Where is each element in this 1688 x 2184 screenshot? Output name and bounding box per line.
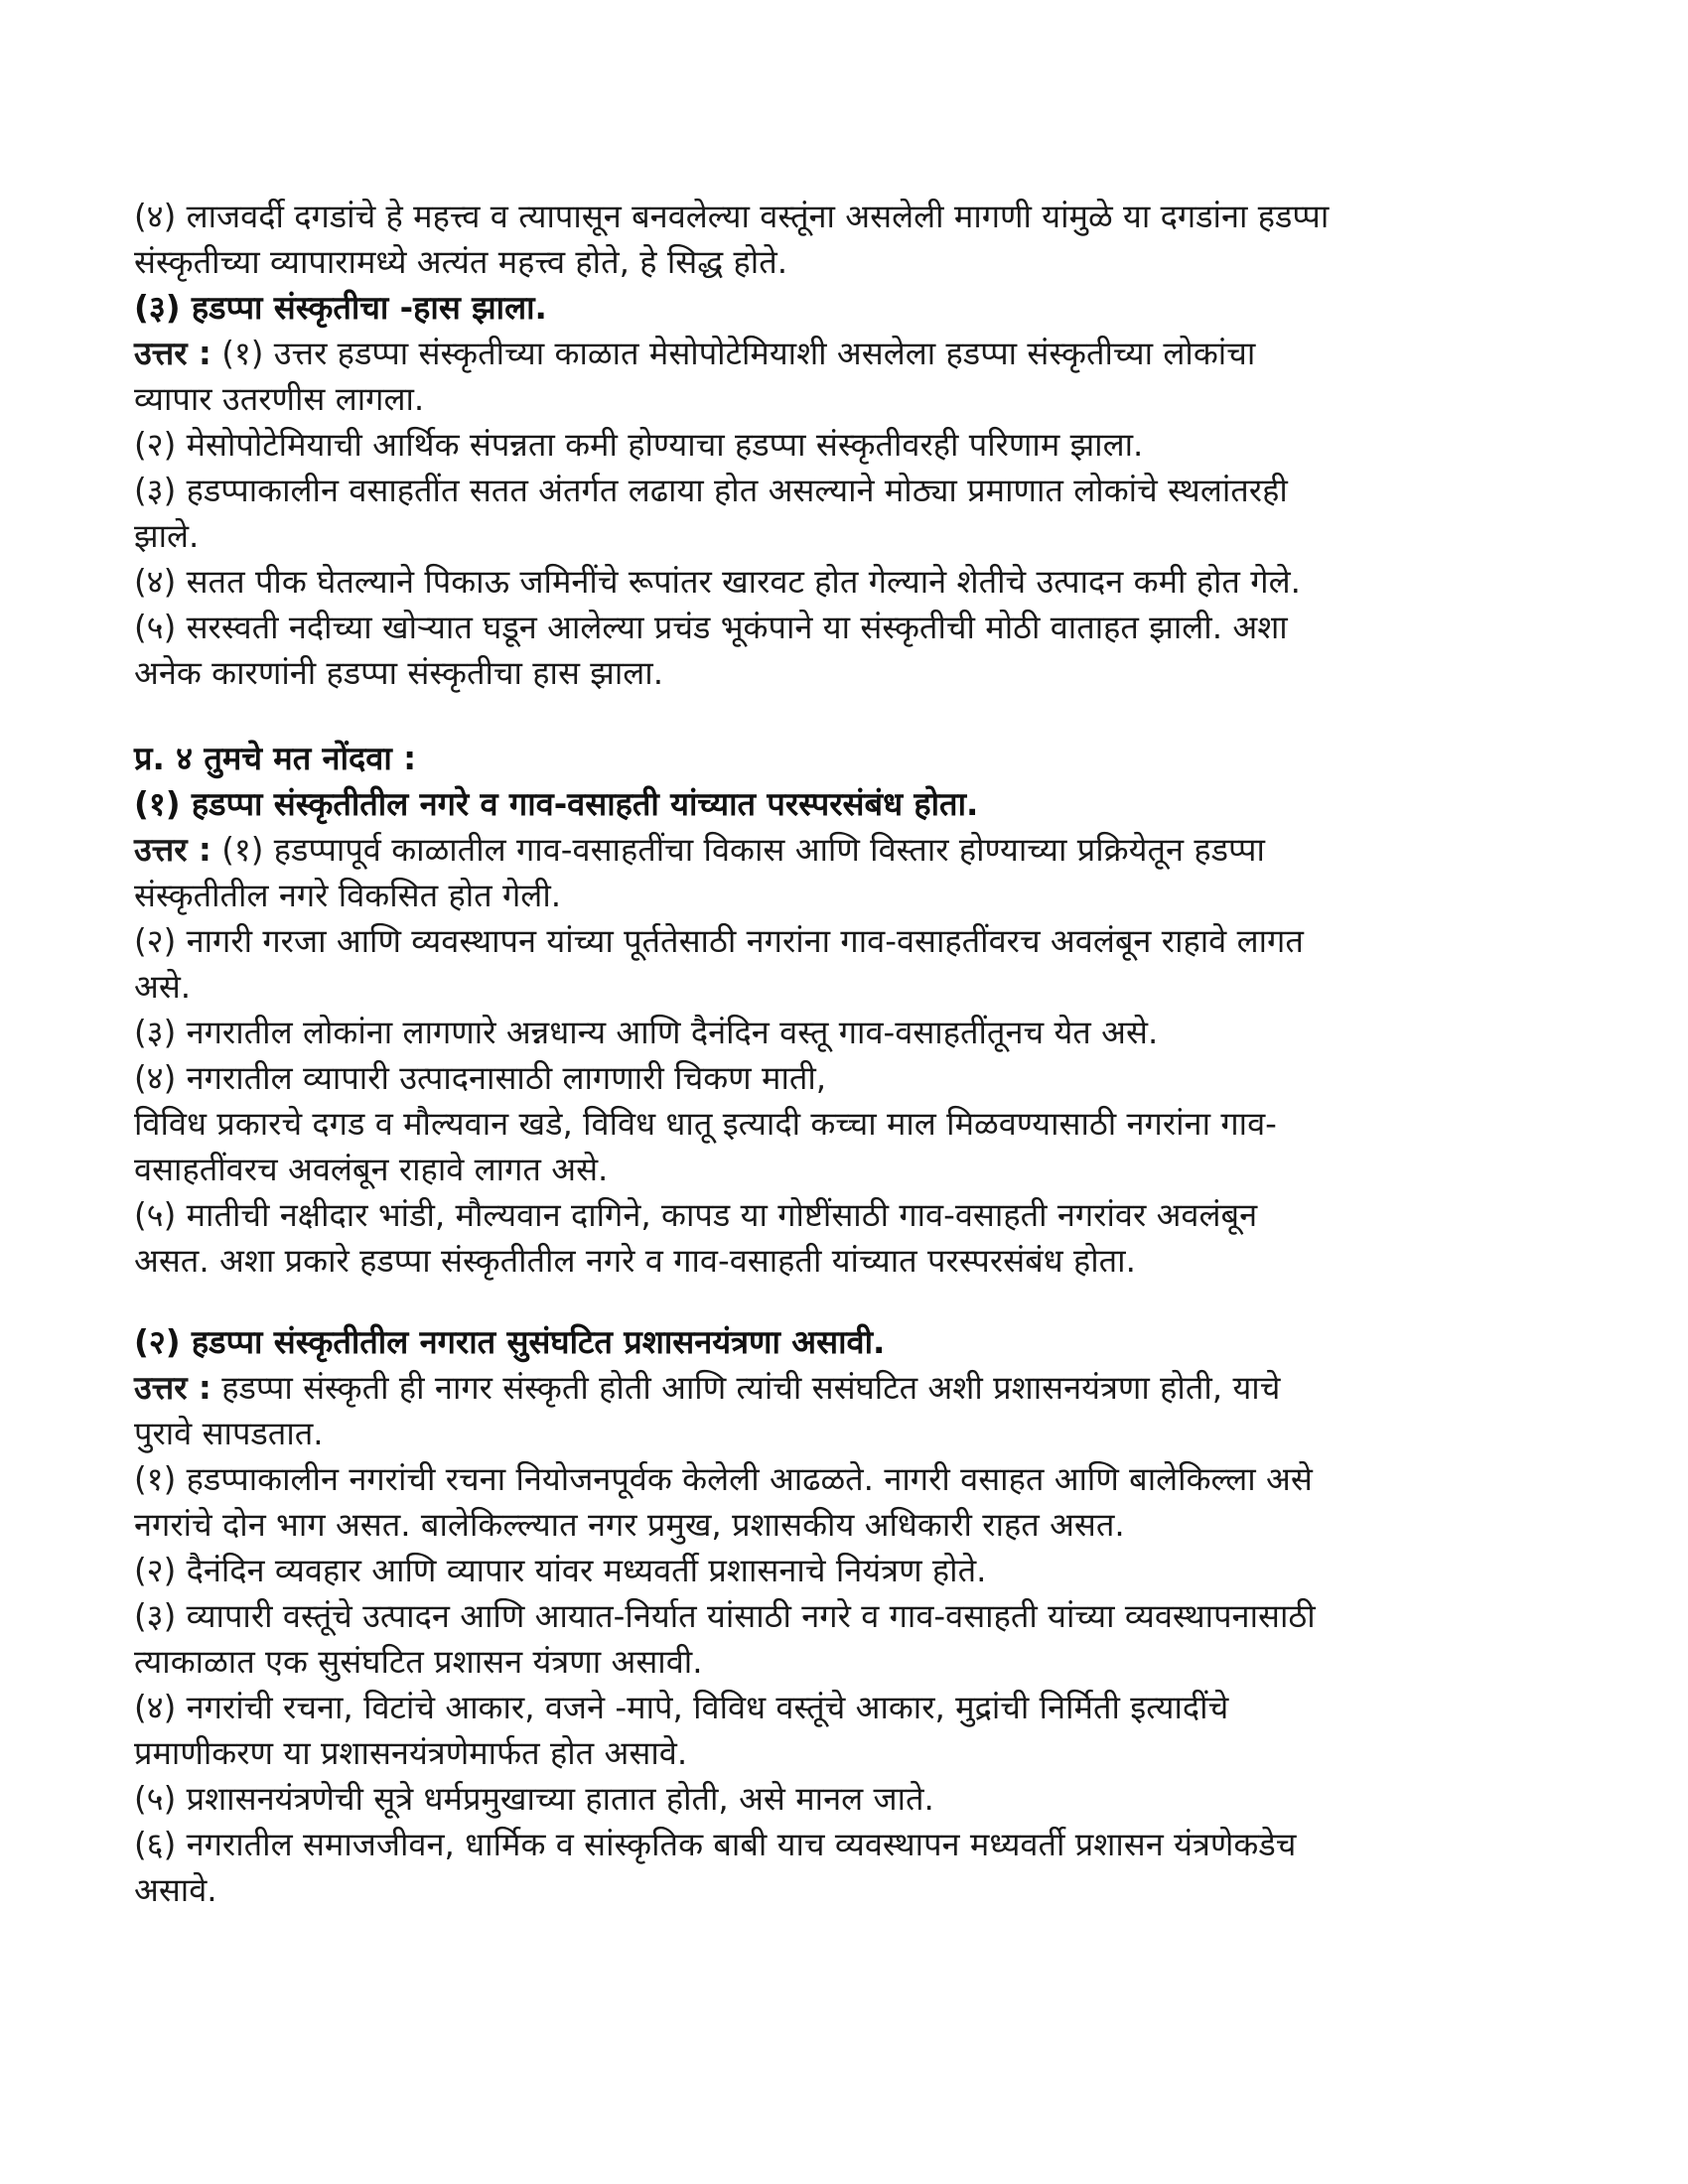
previous-section-tail <box>134 194 1564 285</box>
paragraph-line: (६) नगरातील समाजजीवन, धार्मिक व सांस्कृतिक बाबी याच व्यवस्थापन मध्यवर्ती प्रशासन यंत्रणेकडेच <box>134 1826 1297 1863</box>
section-spacer <box>134 696 1564 736</box>
question-4-item-1 <box>134 781 1564 1284</box>
paragraph-line: त्याकाळात एक सुसंघटित प्रशासन यंत्रणा असावी. <box>134 1643 703 1681</box>
paragraph-line: (४) लाजवर्दी दगडांचे हे महत्त्व व त्यापासून बनवलेल्या वस्तूंना असलेली मागणी यांमुळे या दगडांना हडप्पा <box>134 198 1330 235</box>
paragraph-line: संस्कृतीच्या व्यापारामध्ये अत्यंत महत्त्व होते, हे सिद्ध होते. <box>134 243 788 281</box>
paragraph-line: (३) हडप्पाकालीन वसाहतींत सतत अंतर्गत लढाया होत असल्याने मोठ्या प्रमाणात लोकांचे स्थलांतरही <box>134 472 1288 509</box>
paragraph-line: अनेक कारणांनी हडप्पा संस्कृतीचा हास झाला. <box>134 654 664 692</box>
paragraph-line: (४) सतत पीक घेतल्याने पिकाऊ जमिनींचे रूपांतर खारवट होत गेल्याने शेतीचे उत्पादन कमी होत गेले. <box>134 563 1301 601</box>
paragraph-line: असत. अशा प्रकारे हडप्पा संस्कृतीतील नगरे व गाव-वसाहती यांच्यात परस्परसंबंध होता. <box>134 1242 1136 1280</box>
question-4-item-2 <box>134 1319 1564 1913</box>
paragraph-line: संस्कृतीतील नगरे विकसित होत गेली. <box>134 877 562 914</box>
paragraph-line: विविध प्रकारचे दगड व मौल्यवान खडे, विविध धातू इत्यादी कच्चा माल मिळवण्यासाठी नगरांना गाव- <box>134 1105 1277 1143</box>
item-2-heading: (२) हडप्पा संस्कृतीतील नगरात सुसंघटित प्रशासनयंत्रणा असावी. <box>134 1323 886 1361</box>
paragraph-line: (३) नगरातील लोकांना लागणारे अन्नधान्य आणि दैनंदिन वस्तू गाव-वसाहतींतूनच येत असे. <box>134 1014 1159 1051</box>
paragraph-line: झाले. <box>134 517 200 555</box>
paragraph-line: (३) व्यापारी वस्तूंचे उत्पादन आणि आयात-निर्यात यांसाठी नगरे व गाव-वसाहती यांच्या व्यवस्थापनासाठी <box>134 1597 1316 1635</box>
paragraph-line: (१) हडप्पाकालीन नगरांची रचना नियोजनपूर्वक केलेली आढळते. नागरी वसाहत आणि बालेकिल्ला असे <box>134 1460 1313 1498</box>
answer-label: उत्तर : <box>134 831 211 869</box>
paragraph-line: (५) प्रशासनयंत्रणेची सूत्रे धर्मप्रमुखाच्या हातात होती, असे मानल जाते. <box>134 1780 934 1818</box>
paragraph-line: वसाहतींवरच अवलंबून राहावे लागत असे. <box>134 1151 609 1188</box>
document-body <box>134 194 1564 1913</box>
answer-text: (१) उत्तर हडप्पा संस्कृतीच्या काळात मेसोपोटेमियाशी असलेला हडप्पा संस्कृतीच्या लोकांचा <box>211 335 1256 372</box>
question-3-block <box>134 285 1564 696</box>
item-1-heading: (१) हडप्पा संस्कृतीतील नगरे व गाव-वसाहती यांच्यात परस्परसंबंध होता. <box>134 785 979 823</box>
question-4-block <box>134 736 1564 1913</box>
paragraph-line: (५) सरस्वती नदीच्या खोऱ्यात घडून आलेल्या प्रचंड भूकंपाने या संस्कृतीची मोठी वाताहत झाली. अशा <box>134 609 1288 646</box>
section-spacer <box>134 1284 1564 1319</box>
paragraph-line: पुरावे सापडतात. <box>134 1415 324 1452</box>
answer-text: (१) हडप्पापूर्व काळातील गाव-वसाहतींचा विकास आणि विस्तार होण्याच्या प्रक्रियेतून हडप्पा <box>211 831 1265 869</box>
paragraph-line: (४) नगरातील व्यापारी उत्पादनासाठी लागणारी चिकण माती, <box>134 1059 827 1097</box>
paragraph-line: असे. <box>134 968 192 1006</box>
paragraph-line: (२) नागरी गरजा आणि व्यवस्थापन यांच्या पूर्ततेसाठी नगरांना गाव-वसाहतींवरच अवलंबून राहावे लागत <box>134 922 1304 960</box>
answer-line <box>134 1365 1564 1411</box>
paragraph-line: (२) दैनंदिन व्यवहार आणि व्यापार यांवर मध्यवर्ती प्रशासनाचे नियंत्रण होते. <box>134 1552 987 1589</box>
paragraph-line: असावे. <box>134 1871 217 1909</box>
question-3-heading: (३) हडप्पा संस्कृतीचा -हास झाला. <box>134 289 547 327</box>
paragraph-line: व्यापार उतरणीस लागला. <box>134 380 425 418</box>
paragraph-line: प्रमाणीकरण या प्रशासनयंत्रणेमार्फत होत असावे. <box>134 1734 688 1772</box>
answer-text: हडप्पा संस्कृती ही नागर संस्कृती होती आणि त्यांची ससंघटित अशी प्रशासनयंत्रणा होती, याचे <box>211 1369 1281 1407</box>
paragraph-line: नगरांचे दोन भाग असत. बालेकिल्ल्यात नगर प्रमुख, प्रशासकीय अधिकारी राहत असत. <box>134 1506 1125 1544</box>
paragraph-line: (२) मेसोपोटेमियाची आर्थिक संपन्नता कमी होण्याचा हडप्पा संस्कृतीवरही परिणाम झाला. <box>134 426 1144 464</box>
answer-label: उत्तर : <box>134 1369 211 1407</box>
answer-line <box>134 827 1564 873</box>
answer-label: उत्तर : <box>134 335 211 372</box>
paragraph-line: (५) मातीची नक्षीदार भांडी, मौल्यवान दागिने, कापड या गोष्टींसाठी गाव-वसाहती नगरांवर अवलंबून <box>134 1196 1258 1234</box>
paragraph-line: (४) नगरांची रचना, विटांचे आकार, वजने -मापे, विविध वस्तूंचे आकार, मुद्रांची निर्मिती इत्यादींचे <box>134 1689 1229 1726</box>
answer-line <box>134 331 1564 376</box>
question-4-title: प्र. ४ तुमचे मत नोंदवा : <box>134 740 417 777</box>
